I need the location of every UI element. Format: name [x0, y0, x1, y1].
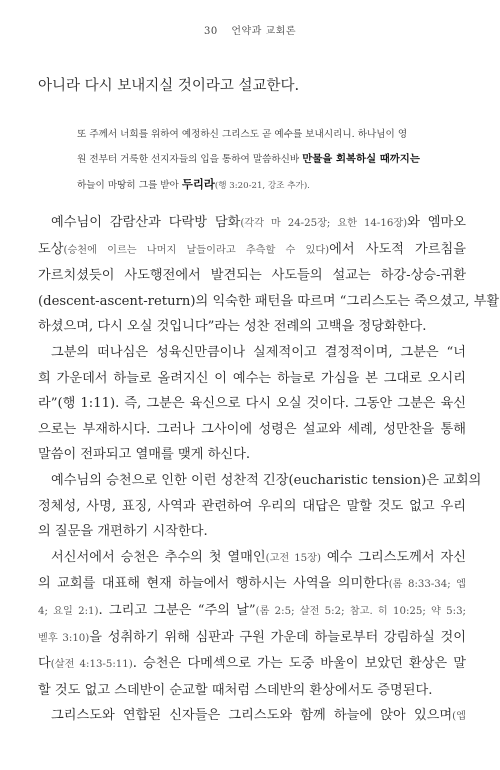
text-run: 을 성취하기 위해 심판과 구원 가운데 하늘로부터 강림하실 것이 [89, 629, 466, 645]
citation: 벧후 3:10) [38, 632, 90, 644]
text-run: 예수 그리스도께서 자신 [320, 549, 466, 565]
text-line [38, 598, 466, 625]
paragraph-5 [38, 703, 466, 730]
text-run: 에서 사도적 가르침을 [329, 241, 466, 257]
text-run: . 승천은 다메섹으로 가는 도중 바울이 보았던 환상은 말 [132, 656, 466, 672]
text-run: 서신서에서 승천은 추수의 첫 열매인 [51, 549, 266, 565]
text-line: 하셨으며, 다시 오실 것입니다”라는 성찬 전례의 고백을 정당화한다. [38, 319, 427, 335]
text-line [38, 571, 466, 598]
quote-emphasis: 만물을 회복하실 때까지는 [302, 153, 420, 165]
paragraph-2 [38, 340, 466, 468]
text-run: 와 엠마오 [407, 215, 466, 230]
quote-line [77, 172, 455, 199]
citation: (엡 [452, 711, 466, 723]
text-line [38, 237, 466, 264]
citation: (롬 8:33-34; 엡 [388, 579, 466, 591]
page-number: 30 [203, 26, 218, 37]
quote-line: 또 주께서 너희를 위하여 예정하신 그리스도 곧 예수를 보내시리니. 하나님이 영 [77, 129, 408, 140]
running-title: 언약과 교회론 [231, 26, 297, 37]
running-header [0, 22, 500, 37]
text-line [38, 625, 466, 652]
text-run: 그리스도와 연합된 신자들은 그리스도와 함께 하늘에 앉아 있으며 [51, 708, 453, 724]
lead-line: 아니라 다시 보내지실 것이라고 설교한다. [38, 78, 300, 94]
body-text [38, 210, 500, 730]
text-run: 의 교회를 대표해 현재 하늘에서 행하시는 사역을 의미한다 [38, 576, 389, 592]
text-line: 의 질문을 개편하기 시작한다. [38, 524, 208, 540]
text-line: 정체성, 사명, 표징, 사역과 관련하여 우리의 대답은 말할 것도 없고 우리 [38, 498, 466, 514]
citation: (고전 15장) [265, 552, 321, 564]
text-line: 희 가운데서 하늘로 올려지신 이 예수는 하늘로 가심을 본 그대로 오시리 [38, 370, 466, 386]
quote-reference: (행 3:20-21, 강조 추가). [214, 181, 310, 191]
text-line: 라”(행 1:11). 즉, 그분은 육신으로 다시 오실 것이다. 그동안 그분은 육신 [38, 396, 466, 412]
text-line: 예수님의 승천으로 인한 이런 성찬적 긴장(eucharistic tension)은 교회의 [51, 472, 482, 488]
paragraph-3 [38, 468, 482, 545]
text-line [38, 545, 466, 572]
text-run: . 그리고 그분은 “주의 날” [98, 602, 256, 618]
quote-text: 하늘이 마땅히 그를 받아 [77, 180, 182, 191]
text-line [38, 210, 466, 237]
citation: (살전 4:13-5:11) [50, 659, 133, 671]
text-line: 그분의 떠나심은 성육신만큼이나 실제적이고 결정적이며, 그분은 “너 [51, 344, 466, 360]
quote-line [77, 147, 455, 172]
paragraph-4 [38, 545, 466, 704]
citation: (승천에 이르는 나머지 날들이라고 추측할 수 있다) [63, 244, 330, 256]
text-line: (descent-ascent-return)의 익숙한 패턴을 따르며 “그리스도는 죽으셨고, 부활 [38, 293, 500, 309]
citation: (각각 마 24-25장; 요한 14-16장) [240, 218, 408, 229]
text-line: 할 것도 없고 스데반이 순교할 때처럼 스데반의 환상에서도 증명된다. [38, 682, 433, 698]
citation: 4; 요일 2:1) [38, 605, 99, 617]
quote-text: 원 전부터 거룩한 선지자들의 입을 통하여 말씀하신바 [77, 154, 303, 165]
text-line: 으로는 부재하시다. 그러나 그사이에 성령은 설교와 세례, 성만찬을 통해 [38, 421, 466, 437]
text-run: 예수님이 감람산과 다락방 담화 [51, 215, 241, 230]
block-quote [77, 122, 455, 199]
citation: (롬 2:5; 살전 5:2; 참고. 히 10:25; 약 5:3; [255, 605, 466, 617]
text-run: 도상 [38, 241, 64, 257]
quote-emphasis: 두리라 [181, 177, 215, 191]
paragraph-1 [38, 210, 500, 340]
text-line [38, 651, 466, 678]
text-line: 가르치셨듯이 사도행전에서 발견되는 사도들의 설교는 하강-상승-귀환 [38, 268, 466, 284]
text-run: 다 [38, 656, 51, 672]
text-line [38, 703, 466, 730]
text-line: 말씀이 전파되고 열매를 맺게 하신다. [38, 447, 251, 463]
